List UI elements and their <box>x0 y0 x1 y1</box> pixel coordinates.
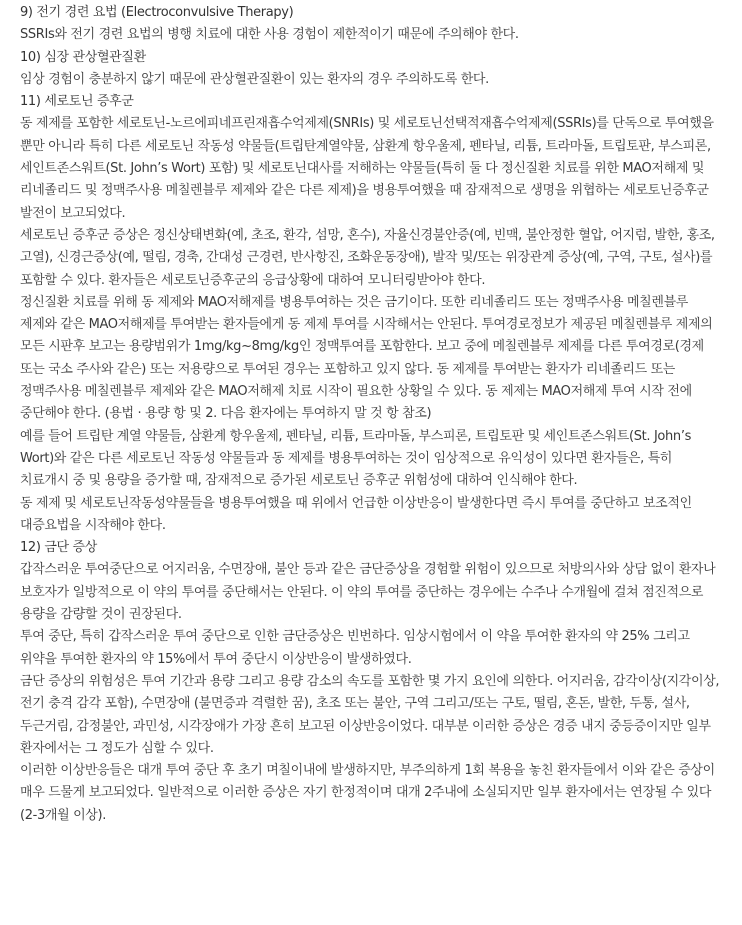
section-heading-coronary: 10) 심장 관상혈관질환 <box>20 49 146 65</box>
section-heading-withdrawal: 12) 금단 증상 <box>20 540 97 556</box>
section-heading-ect: 9) 전기 경련 요법 (Electroconvulsive Therapy) <box>20 5 294 20</box>
paragraph-serotonin-2: 세로토닌 증후군 증상은 정신상태변화(예, 초조, 환각, 섬망, 혼수), 자율신경불안증(예, 빈맥, 불안정한 혈압, 어지럼, 발한, 홍조, 고열), 신경근증상(예, 떨림, 경축, 간대성 근경련, 반사항진, 조화운동장애), 발작 및/또는 위장관계 증상(예, 구역, 구토, 설사)를 포함할 수 있다. 환자들은 세로토닌증후군의 응급상황에 대하여 모니터링받아야 한다. <box>20 227 715 288</box>
paragraph-serotonin-5: 동 제제 및 세로토닌작동성약물들을 병용투여했을 때 위에서 언급한 이상반응이 발생한다면 즉시 투여를 중단하고 보조적인 대증요법을 시작해야 한다. <box>20 495 692 533</box>
paragraph-ect: SSRIs와 전기 경련 요법의 병행 치료에 대한 사용 경험이 제한적이기 때문에 주의해야 한다. <box>20 27 519 43</box>
paragraph-withdrawal-2: 투여 중단, 특히 갑작스러운 투여 중단으로 인한 금단증상은 빈번하다. 임상시험에서 이 약을 투여한 환자의 약 25% 그리고 위약을 투여한 환자의 약 15%에서 투여 중단시 이상반응이 발생하였다. <box>20 629 690 667</box>
section-heading-serotonin-syndrome: 11) 세로토닌 증후군 <box>20 94 134 110</box>
paragraph-withdrawal-4: 이러한 이상반응들은 대개 투여 중단 후 초기 며칠이내에 발생하지만, 부주의하게 1회 복용을 놓친 환자들에서 이와 같은 증상이 매우 드물게 보고되었다. 일반적으로 이러한 증상은 자기 한정적이며 대개 2주내에 소실되지만 일부 환자에서는 연장될 수 있다 (2-3개월 이상). <box>20 763 715 823</box>
paragraph-coronary: 임상 경험이 충분하지 않기 때문에 관상혈관질환이 있는 환자의 경우 주의하도록 한다. <box>20 71 489 87</box>
paragraph-serotonin-3: 정신질환 치료를 위해 동 제제와 MAO저해제를 병용투여하는 것은 금기이다. 또한 리네졸리드 또는 정맥주사용 메칠렌블루 제제와 같은 MAO저해제를 투여받는 환자들에게 동 제제 투여를 시작해서는 안된다. 투여경로정보가 제공된 메칠렌블루 제제의 모든 시판후 보고는 용량범위가 1mg/kg~8mg/kg인 정맥투여를 포함한다. 보고 중에 메칠렌블루 제제를 다른 투여경로(경제 또는 국소 주사와 같은) 또는 저용량으로 투여된 경우는 포함하고 있지 않다. 동 제제를 투여받는 환자가 리네졸리드 또는 정맥주사용 메칠렌블루 제제와 같은 MAO저해제 치료 시작이 필요한 상황일 수 있다. 동 제제는 MAO저해제 투여 시작 전에 중단해야 한다. (용법 · 용량 항 및 2. 다음 환자에는 투여하지 말 것 항 참조) <box>20 294 713 422</box>
paragraph-withdrawal-1: 갑작스러운 투여중단으로 어지러움, 수면장애, 불안 등과 같은 금단증상을 경험할 위험이 있으므로 처방의사와 상담 없이 환자나 보호자가 일방적으로 이 약의 투여를 중단해서는 안된다. 이 약의 투여를 중단하는 경우에는 수주나 수개월에 걸쳐 점진적으로 용량을 감량할 것이 권장된다. <box>20 562 716 623</box>
paragraph-serotonin-1: 동 제제를 포함한 세로토닌-노르에피네프린재흡수억제제(SNRIs) 및 세로토닌선택적재흡수억제제(SSRIs)를 단독으로 투여했을 뿐만 아니라 특히 다른 세로토닌 작동성 약물들(트립탄계열약물, 삼환계 항우울제, 펜타닐, 리튬, 트라마돌, 트립토판, 부스피론, 세인트존스워트(St. John’s Wort) 포함) 및 세로토닌대사를 저해하는 약물들(특히 둘 다 정신질환 치료를 위한 MAO저해제 및 리네졸리드 및 정맥주사용 메칠렌블루 제제와 같은 다른 제제)을 병용투여했을 때 잠재적으로 생명을 위협하는 세로토닌증후군 발전이 보고되었다. <box>20 116 714 221</box>
paragraph-withdrawal-3: 금단 증상의 위험성은 투여 기간과 용량 그리고 용량 감소의 속도를 포함한 몇 가지 요인에 의한다. 어지러움, 감각이상(지각이상, 전기 충격 감각 포함), 수면장애 (불면증과 격렬한 꿈), 초조 또는 불안, 구역 그리고/또는 구토, 떨림, 혼돈, 발한, 두통, 설사, 두근거림, 감정불안, 과민성, 시각장애가 가장 흔히 보고된 이상반응이었다. 대부분 이러한 증상은 경증 내지 중등증이지만 일부 환자에서는 그 정도가 심할 수 있다. <box>20 673 720 756</box>
paragraph-serotonin-4: 예를 들어 트립탄 계열 약물들, 삼환계 항우울제, 펜타닐, 리튬, 트라마돌, 부스피론, 트립토판 및 세인트존스워트(St. John’s Wort)와 같은 다른 세로토닌 작동성 약물들과 동 제제를 병용투여하는 것이 임상적으로 유익성이 있다면 환자들은, 특히 치료개시 중 및 용량을 증가할 때, 잠재적으로 증가된 세로토닌 증후군 위험성에 대하여 인식해야 한다. <box>20 428 692 489</box>
